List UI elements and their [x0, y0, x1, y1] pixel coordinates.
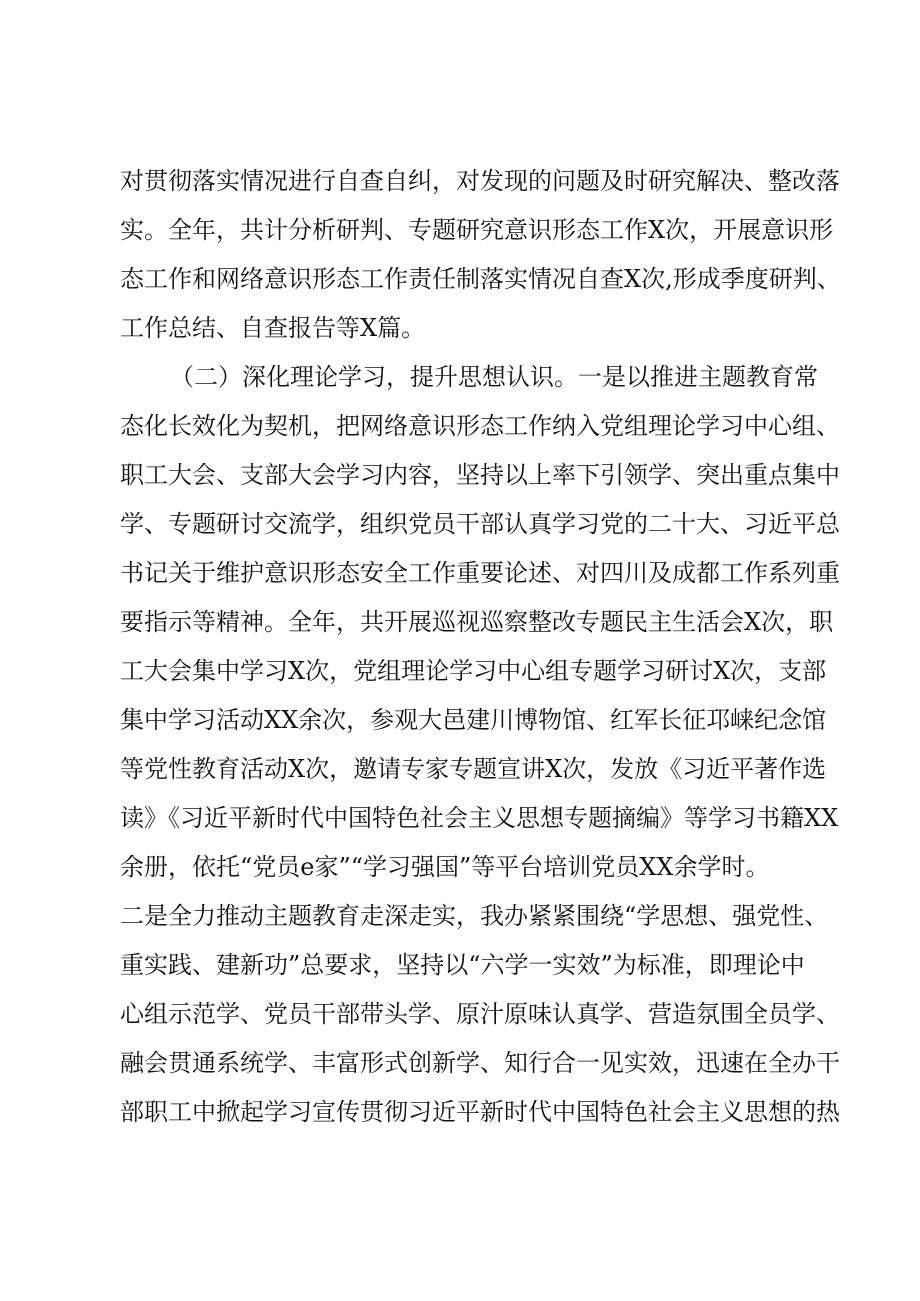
- text-line-10: 要指示等精神。全年，共开展巡视巡察整改专题民主生活会X次，职: [120, 608, 834, 636]
- text-line-17: 重实践、建新功”总要求，坚持以“六学一实效”为标准，即理论中: [120, 951, 805, 979]
- text-line-1: 对贯彻落实情况进行自查自纠，对发现的问题及时研究解决、整改落: [120, 167, 840, 195]
- text-line-9: 书记关于维护意识形态安全工作重要论述、对四川及成都工作系列重: [120, 559, 840, 587]
- text-line-18: 心组示范学、党员干部带头学、原汁原味认真学、营造氛围全员学、: [120, 1000, 840, 1028]
- text-line-12: 集中学习活动XX余次，参观大邑建川博物馆、红军长征邛崃纪念馆: [120, 706, 827, 734]
- text-line-4: 工作总结、自查报告等X篇。: [120, 314, 426, 342]
- text-line-3: 态工作和网络意识形态工作责任制落实情况自查X次,形成季度研判、: [120, 265, 841, 293]
- text-line-6: 态化长效化为契机，把网络意识形态工作纳入党组理论学习中心组、: [120, 412, 840, 440]
- text-line-7: 职工大会、支部大会学习内容，坚持以上率下引领学、突出重点集中: [120, 461, 840, 489]
- text-line-13: 等党性教育活动X次，邀请专家专题宣讲X次，发放《习近平著作选: [120, 755, 827, 783]
- text-line-8: 学、专题研讨交流学，组织党员干部认真学习党的二十大、习近平总: [120, 510, 840, 538]
- text-line-19: 融会贯通系统学、丰富形式创新学、知行合一见实效，迅速在全办干: [120, 1049, 840, 1077]
- text-line-11: 工大会集中学习X次，党组理论学习中心组专题学习研讨X次，支部: [120, 657, 827, 685]
- text-line-14: 读》《习近平新时代中国特色社会主义思想专题摘编》等学习书籍XX: [120, 804, 839, 832]
- text-line-20: 部职工中掀起学习宣传贯彻习近平新时代中国特色社会主义思想的热: [120, 1098, 840, 1126]
- text-line-16: 二是全力推动主题教育走深走实，我办紧紧围绕“学思想、强党性、: [120, 902, 829, 930]
- text-line-2: 实。全年，共计分析研判、专题研究意识形态工作X次，开展意识形: [120, 216, 834, 244]
- paragraph-2-first-line: （二）深化理论学习，提升思想认识。一是以推进主题教育常: [170, 363, 818, 391]
- text-line-15: 余册，依托“党员e家”“学习强国”等平台培训党员XX余学时。: [120, 853, 770, 881]
